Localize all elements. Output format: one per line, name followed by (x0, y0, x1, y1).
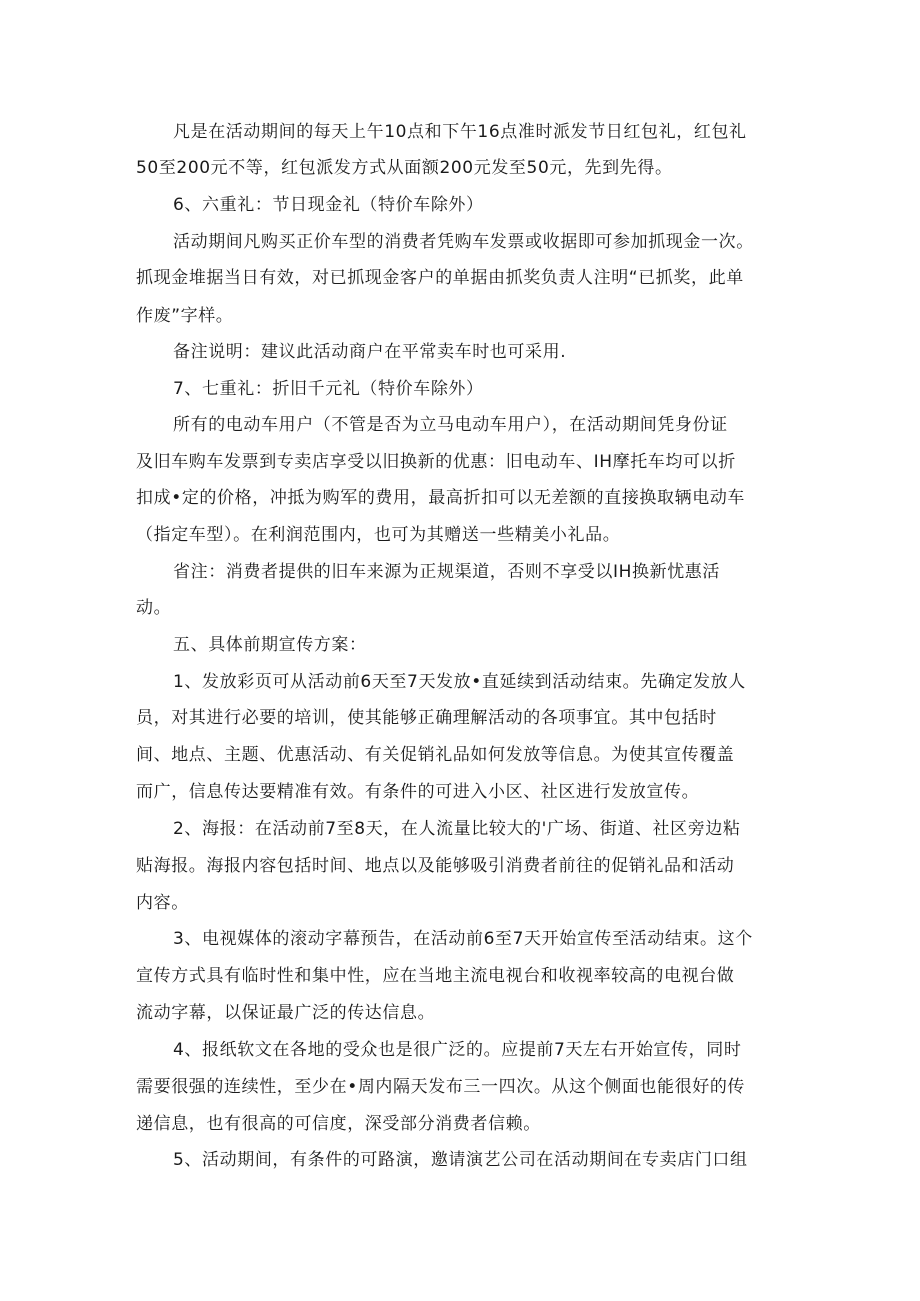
text-line: 7、七重礼：折旧千元礼（特价车除外） (173, 379, 484, 399)
text-line: 3、电视媒体的滚动字幕预告，在活动前6至7天开始宣传至活动结束。这个 (173, 929, 753, 949)
text-line: 递信息，也有很高的可信度，深受部分消费者信赖。 (136, 1114, 541, 1134)
text-line: 动。 (136, 598, 172, 618)
text-line: 6、六重礼：节日现金礼（特价车除外） (173, 195, 484, 215)
text-line: 凡是在活动期间的每天上午10点和下午16点准时派发节日红包礼，红包礼 (173, 122, 747, 142)
text-line: 五、具体前期宣传方案： (173, 635, 367, 655)
text-line: 内容。 (136, 893, 189, 913)
text-line: 抓现金堆据当日有效，对已抓现金客户的单据由抓奖负责人注明“已抓奖，此单 (136, 268, 744, 288)
text-line: （指定车型）。在利润范围内，也可为其赠送一些精美小礼品。 (136, 525, 621, 545)
text-line: 宣传方式具有临时性和集中性，应在当地主流电视台和收视率较高的电视台做 (136, 966, 735, 986)
text-line: 5、活动期间，有条件的可路演，邀请演艺公司在活动期间在专卖店门口组 (173, 1150, 748, 1170)
text-line: 省注：消费者提供的旧车来源为正规渠道，否则不享受以IH换新忧惠活 (173, 562, 720, 582)
text-line: 1、发放彩页可从活动前6天至7天发放•直延续到活动结束。先确定发放人 (173, 672, 746, 692)
text-line: 及旧车购车发票到专卖店享受以旧换新的优惠：旧电动车、IH摩托车均可以折 (136, 452, 736, 472)
text-line: 活动期间凡购买正价车型的消费者凭购车发票或收据即可参加抓现金一次。 (173, 232, 754, 252)
text-line: 2、海报：在活动前7至8天，在人流量比较大的'广场、街道、社区旁边粘 (173, 819, 741, 839)
text-line: 员，对其进行必要的培训，使其能够正确理解活动的各项事宜。其中包括时 (136, 708, 717, 728)
text-line: 间、地点、主题、优惠活动、有关促销礼品如何发放等信息。为使其宣传覆盖 (136, 745, 735, 765)
text-line: 而广，信息传达要精准有效。有条件的可进入小区、社区进行发放宣传。 (136, 782, 700, 802)
text-line: 备注说明：建议此活动商户在平常卖车时也可采用. (173, 342, 567, 362)
text-line: 4、报纸软文在各地的受众也是很广泛的。应提前7天左右开始宣传，同时 (173, 1040, 742, 1060)
text-line: 贴海报。海报内容包括时间、地点以及能够吸引消费者前往的促销礼品和活动 (136, 856, 735, 876)
text-line: 需要很强的连续性，至少在•周内隔天发布三一四次。从这个侧面也能很好的传 (136, 1077, 746, 1097)
text-line: 流动字幕，以保证最广泛的传达信息。 (136, 1003, 436, 1023)
text-line: 50至200元不等，红包派发方式从面额200元发至50元，先到先得。 (136, 158, 673, 178)
text-line: 所有的电动车用户（不管是否为立马电动车用户），在活动期间凭身份证 (173, 415, 728, 435)
text-line: 作废”字样。 (136, 306, 234, 326)
text-line: 扣成•定的价格，冲抵为购军的费用，最高折扣可以无差额的直接换取辆电动车 (136, 488, 746, 508)
